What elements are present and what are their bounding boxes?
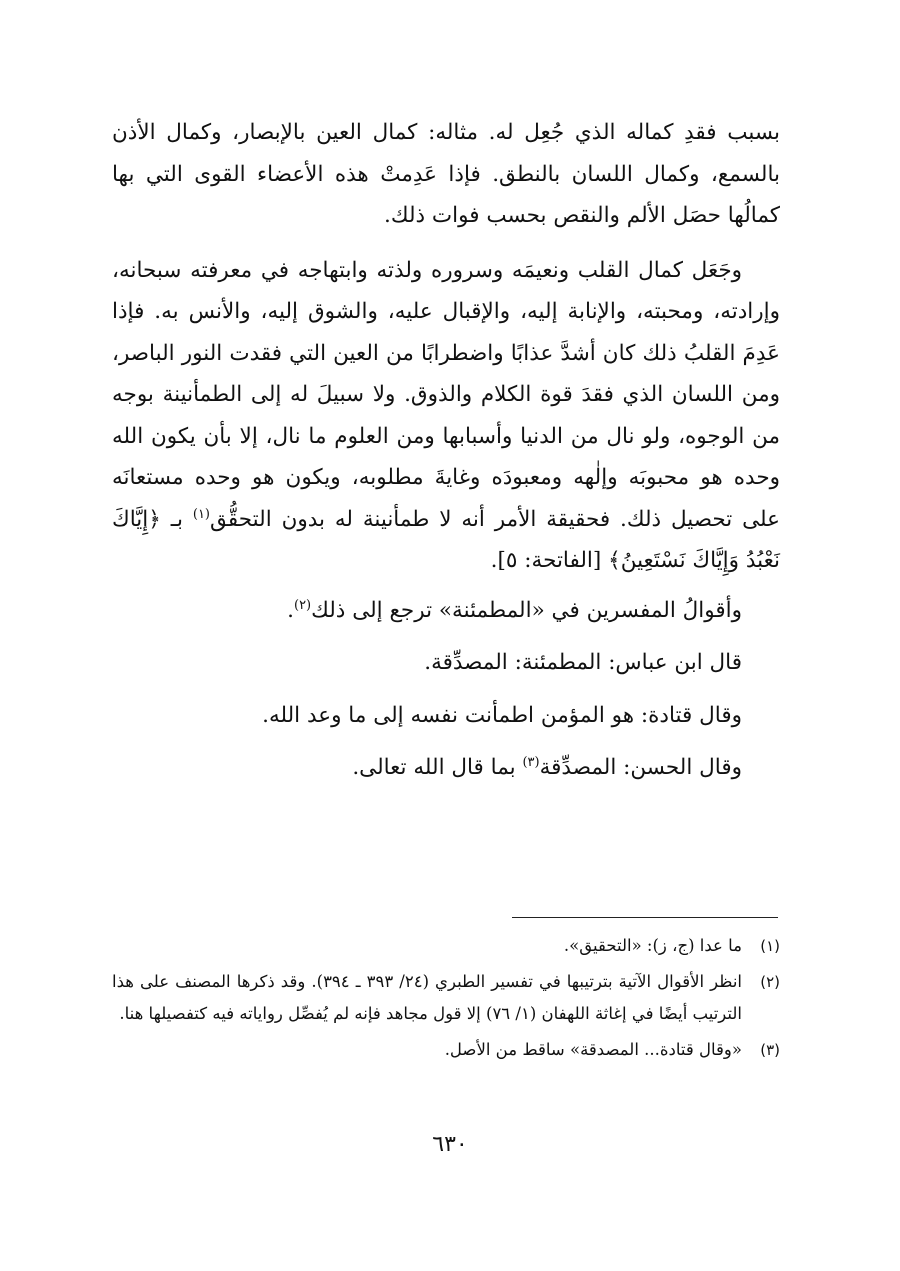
paragraph-1-text: بسبب فقدِ كماله الذي جُعِل له. مثاله: كمال العين بالإبصار، وكمال الأذن بالسمع، وكمال اللسان بالنطق. فإذا عَدِمتْ هذه الأعضاء القوى التي بها كمالُها حصَل الألم والنقص بحسب فوات ذلك. [112, 120, 780, 228]
main-text [112, 112, 780, 789]
quote-line-1-tail: . [287, 597, 294, 623]
quote-line-4 [112, 747, 780, 789]
quote-line-1 [112, 590, 780, 632]
footnote-1 [112, 930, 780, 962]
footnote-3-text: «وقال قتادة... المصدقة» ساقط من الأصل. [444, 1040, 742, 1059]
footnote-3-number: (٣) [760, 1041, 780, 1059]
paragraph-2-text: وجَعَل كمال القلب ونعيمَه وسروره ولذته وابتهاجه في معرفته سبحانه، وإرادته، ومحبته، والإنابة إليه، والإقبال عليه، والشوق إليه، والأنس به. فإذا عَدِمَ القلبُ ذلك كان أشدَّ عذابًا واضطرابًا من العين التي فقدت النور الباصر، ومن اللسان الذي فقدَ قوة الكلام والذوق. ولا سبيلَ له إلى الطمأنينة بوجه من الوجوه، ولو نال من الدنيا وأسبابها ومن العلوم ما نال، إلا بأن يكون الله وحده هو محبوبَه وإلٰهه ومعبودَه وغايةَ مطلوبه، ويكون هو وحده مستعانَه على تحصيل ذلك. فحقيقة الأمر أنه لا طمأنينة له بدون التحقُّق [112, 257, 780, 532]
quote-line-2 [112, 642, 780, 684]
paragraph-2-quran-text: بـ ﴿إِيَّاكَ نَعْبُدُ وَإِيَّاكَ نَسْتَعِينُ﴾ [الفاتحة: ٥]. [112, 506, 780, 573]
paragraph-1 [112, 112, 780, 237]
paragraph-2 [112, 250, 780, 582]
footnote-ref-2[interactable]: (٢) [293, 597, 312, 613]
quote-line-1-text: وأقوالُ المفسرين في «المطمئنة» ترجع إلى ذلك [311, 597, 742, 623]
footnote-2-number: (٢) [760, 973, 780, 991]
footnote-3 [112, 1034, 780, 1066]
quote-line-4-tail: بما قال الله تعالى. [352, 755, 523, 780]
quote-line-2-text: قال ابن عباس: المطمئنة: المصدِّقة. [424, 650, 742, 675]
quote-line-4-text: وقال الحسن: المصدِّقة [539, 755, 742, 780]
footnotes [112, 930, 780, 1070]
quote-line-3 [112, 695, 780, 737]
footnote-2-text: انظر الأقوال الآتية بترتيبها في تفسير الطبري (٢٤/ ٣٩٣ ـ ٣٩٤). وقد ذكرها المصنف على هذا الترتيب أيضًا في إغاثة اللهفان (١/ ٧٦) إلا قول مجاهد فإنه لم يُفصِّل رواياته فيه كتفصيلها هنا. [112, 972, 742, 1023]
quote-line-3-text: وقال قتادة: هو المؤمن اطمأنت نفسه إلى ما وعد الله. [262, 702, 742, 728]
quotes-block [112, 590, 780, 789]
footnote-2 [112, 966, 780, 1030]
footnote-1-number: (١) [760, 937, 780, 955]
footnote-divider [512, 917, 778, 918]
footnote-ref-3[interactable]: (٣) [522, 754, 540, 770]
page-number: ٦٣٠ [432, 1132, 468, 1157]
footnote-ref-1[interactable]: (١) [192, 506, 210, 522]
footnote-1-text: ما عدا (ج، ز): «التحقيق». [563, 936, 742, 955]
